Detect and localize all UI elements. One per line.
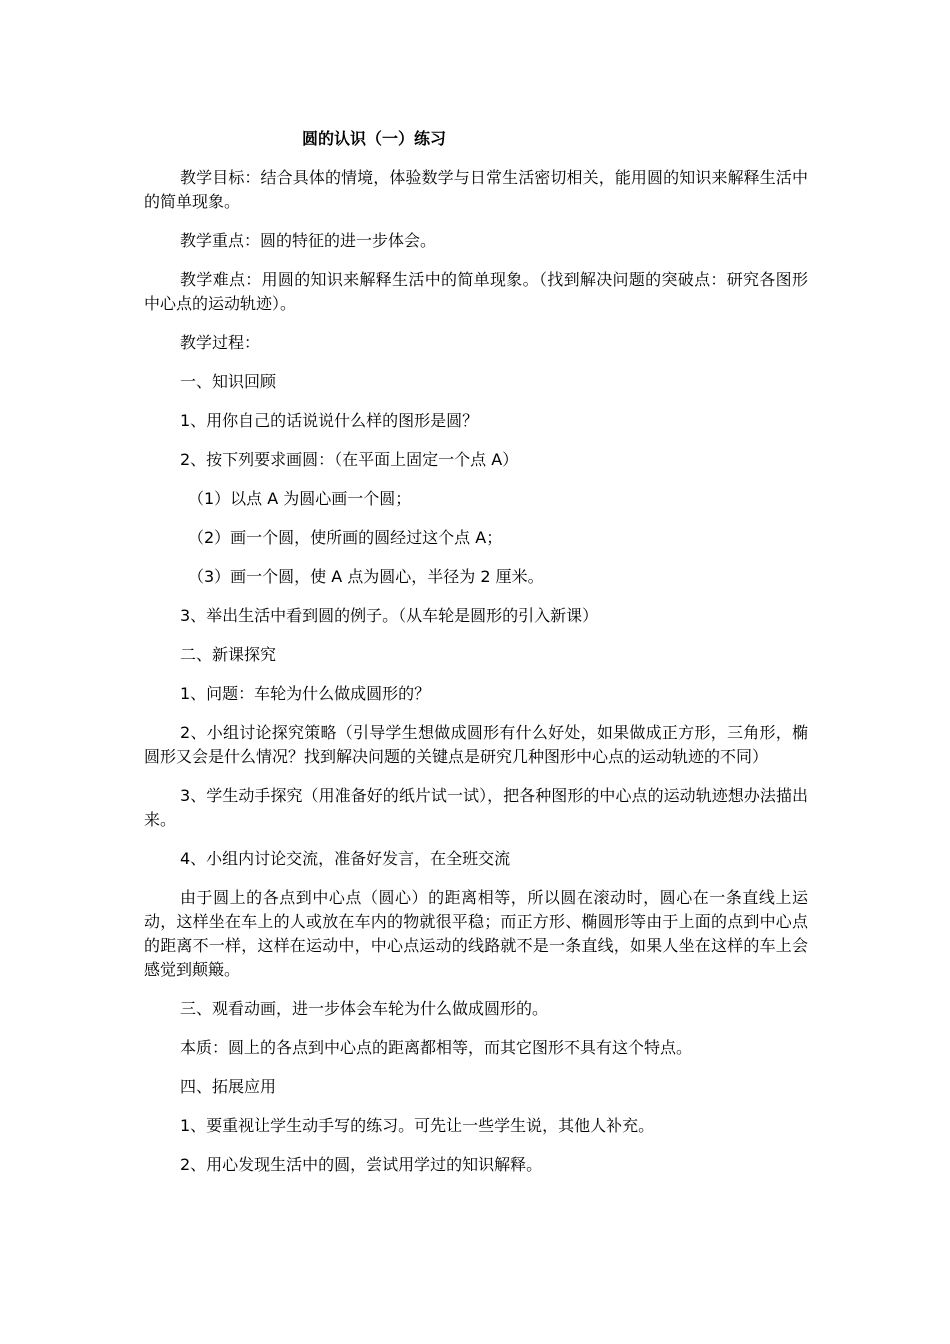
section-heading-extension: 四、拓展应用 [180, 1077, 277, 1096]
sub-list-item: （3）画一个圆，使 A 点为圆心，半径为 2 厘米。 [188, 567, 544, 586]
paragraph-difficulty: 教学难点：用圆的知识来解释生活中的简单现象。（找到解决问题的突破点：研究各图形中心点的运动轨迹）。 [144, 270, 808, 313]
document-body [144, 166, 808, 1192]
list-item: 2、用心发现生活中的圆，尝试用学过的知识解释。 [180, 1155, 543, 1174]
sub-list-item: （2）画一个圆，使所画的圆经过这个点 A； [188, 528, 503, 547]
paragraph-key-point: 教学重点：圆的特征的进一步体会。 [180, 231, 437, 250]
list-item: 3、学生动手探究（用准备好的纸片试一试），把各种图形的中心点的运动轨迹想办法描出来。 [144, 786, 808, 829]
list-item: 1、要重视让学生动手写的练习。可先让一些学生说，其他人补充。 [180, 1116, 655, 1135]
paragraph-explanation: 由于圆上的各点到中心点（圆心）的距离相等，所以圆在滚动时，圆心在一条直线上运动，这样坐在车上的人或放在车内的物就很平稳；而正方形、椭圆形等由于上面的点到中心点的距离不一样，这样在运动中，中心点运动的线路就不是一条直线，如果人坐在这样的车上会感觉到颠簸。 [144, 888, 808, 979]
list-item: 1、用你自己的话说说什么样的图形是圆？ [180, 411, 479, 430]
sub-list-item: （1）以点 A 为圆心画一个圆； [188, 489, 412, 508]
list-item: 2、小组讨论探究策略（引导学生想做成圆形有什么好处，如果做成正方形，三角形，椭圆形又会是什么情况？找到解决问题的关键点是研究几种图形中心点的运动轨迹的不同） [144, 723, 808, 766]
list-item: 2、按下列要求画圆：（在平面上固定一个点 A） [180, 450, 519, 469]
list-item: 4、小组内讨论交流，准备好发言，在全班交流 [180, 849, 511, 868]
list-item: 1、问题：车轮为什么做成圆形的？ [180, 684, 431, 703]
document-title: 圆的认识（一）练习 [302, 129, 447, 148]
section-heading-new-lesson: 二、新课探究 [180, 645, 277, 664]
paragraph-teaching-goal: 教学目标：结合具体的情境，体验数学与日常生活密切相关，能用圆的知识来解释生活中的简单现象。 [144, 168, 808, 211]
paragraph-essence: 本质：圆上的各点到中心点的距离都相等，而其它图形不具有这个特点。 [180, 1038, 693, 1057]
list-item: 3、举出生活中看到圆的例子。（从车轮是圆形的引入新课） [180, 606, 599, 625]
paragraph-process-heading: 教学过程： [180, 333, 261, 352]
section-heading-review: 一、知识回顾 [180, 372, 277, 391]
section-heading-animation: 三、观看动画，进一步体会车轮为什么做成圆形的。 [180, 999, 549, 1018]
